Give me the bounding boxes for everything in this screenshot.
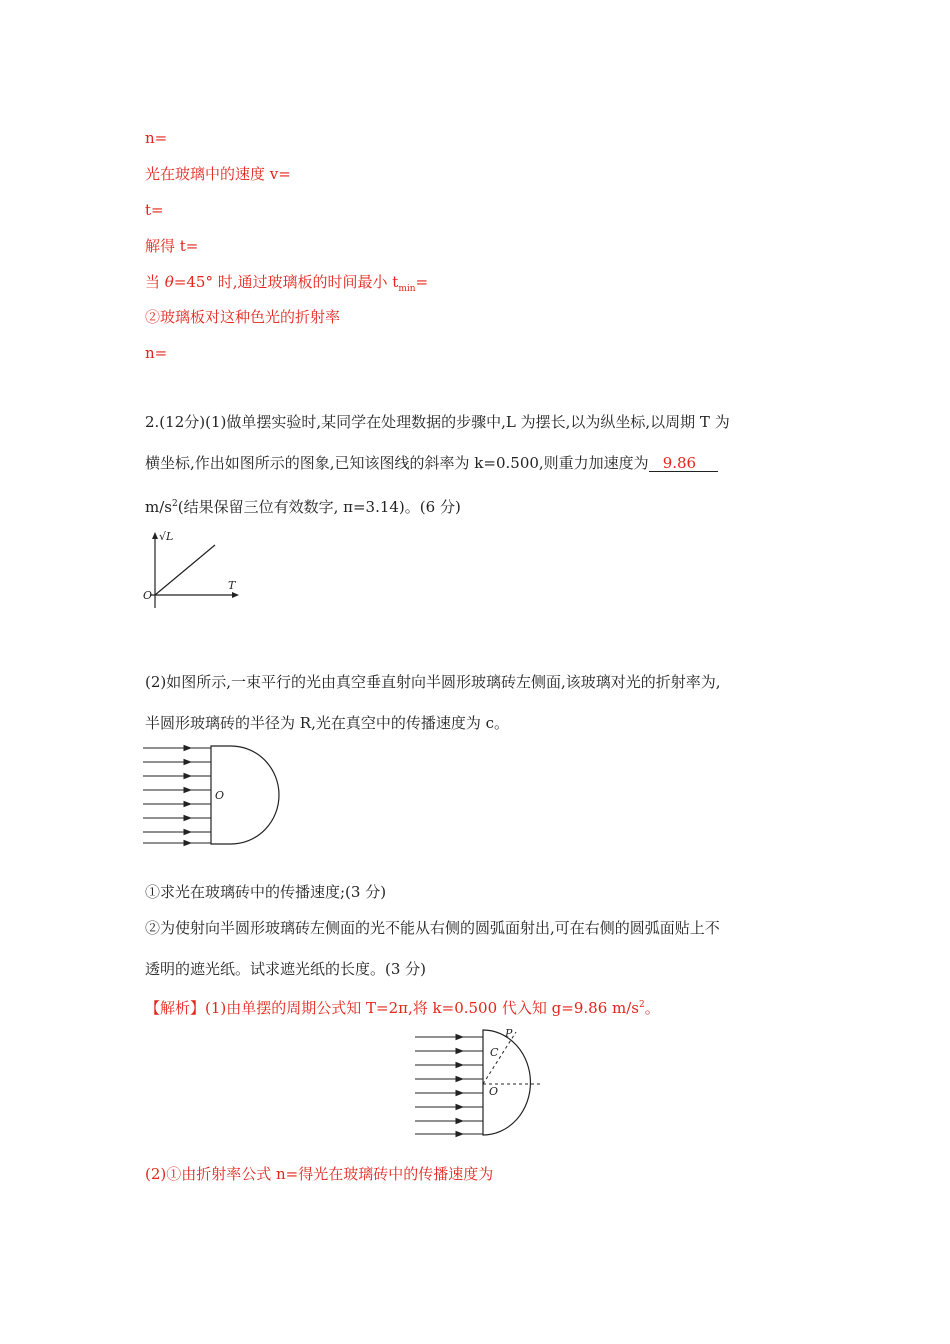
semicircle-figure [143,744,263,846]
question2-line-3-unit: m/s [145,498,172,516]
fig2-origin-label: O [215,789,225,802]
answer-line-7: n= [145,344,168,362]
fig3-point-p: P [505,1027,513,1040]
answer-line-5-t: t [392,273,399,291]
answer-line-5-mid: =45° 时,通过玻璃板的时间最小 [173,273,393,291]
graph-x-label: T [228,579,236,592]
graph-y-arrow [152,532,158,539]
answer-line-6: ②玻璃板对这种色光的折射率 [145,308,341,326]
graph-line [155,545,215,595]
graph-origin-label: O [143,589,153,602]
solution-line-1 [145,995,660,1018]
answer-blank: 9.86 [649,455,718,472]
incident-rays [143,748,211,843]
theta-symbol: θ [164,273,174,291]
question2-line-3-text: (结果保留三位有效数字, π=3.14)。(6 分) [177,498,461,516]
answer-line-4: 解得 t= [145,237,199,255]
graph-y-label: √L [159,530,174,543]
solution-line-1-sup: 2 [639,1000,645,1010]
question2-part2-line-1: (2)如图所示,一束平行的光由真空垂直射向半圆形玻璃砖左侧面,该玻璃对光的折射率为, [145,673,721,691]
solution-rays [415,1037,483,1134]
question-b-line-1: ②为使射向半圆形玻璃砖左侧面的光不能从右侧的圆弧面射出,可在右侧的圆弧面贴上不 [145,919,720,937]
question2-line-3 [145,494,461,517]
solution-tag: 【解析】 [145,999,206,1017]
answer-line-2: 光在玻璃中的速度 v= [145,165,291,183]
pendulum-graph [140,528,250,608]
answer-line-3: t= [145,201,164,219]
question2-line-2-text: 横坐标,作出如图所示的图象,已知该图线的斜率为 k=0.500,则重力加速度为 [145,454,649,472]
answer-line-5-end: = [415,273,429,291]
graph-x-arrow [232,592,239,598]
solution-line-1-end: 。 [644,999,660,1017]
question2-part2-line-2: 半圆形玻璃砖的半径为 R,光在真空中的传播速度为 c。 [145,714,510,732]
answer-line-5-sub: min [398,284,416,294]
answer-line-5-pre: 当 [145,273,165,291]
fig3-origin-label: O [489,1085,499,1098]
question2-line-2 [145,453,718,473]
solution-figure [413,1028,543,1138]
answer-line-5 [145,272,428,299]
question-b-line-2: 透明的遮光纸。试求遮光纸的长度。(3 分) [145,960,427,978]
question-a: ①求光在玻璃砖中的传播速度;(3 分) [145,883,387,901]
solution-line-2: (2)①由折射率公式 n=得光在玻璃砖中的传播速度为 [145,1165,494,1183]
question2-line-1: 2.(12分)(1)做单摆实验时,某同学在处理数据的步骤中,L 为摆长,以为纵坐标,以周期 T 为 [145,413,730,431]
question2-line-3-sup: 2 [171,499,178,509]
answer-line-1: n= [145,129,168,147]
solution-line-1-text: (1)由单摆的周期公式知 T=2π,将 k=0.500 代入知 g=9.86 m/s [205,999,639,1017]
fig3-angle-c: C [490,1046,499,1059]
